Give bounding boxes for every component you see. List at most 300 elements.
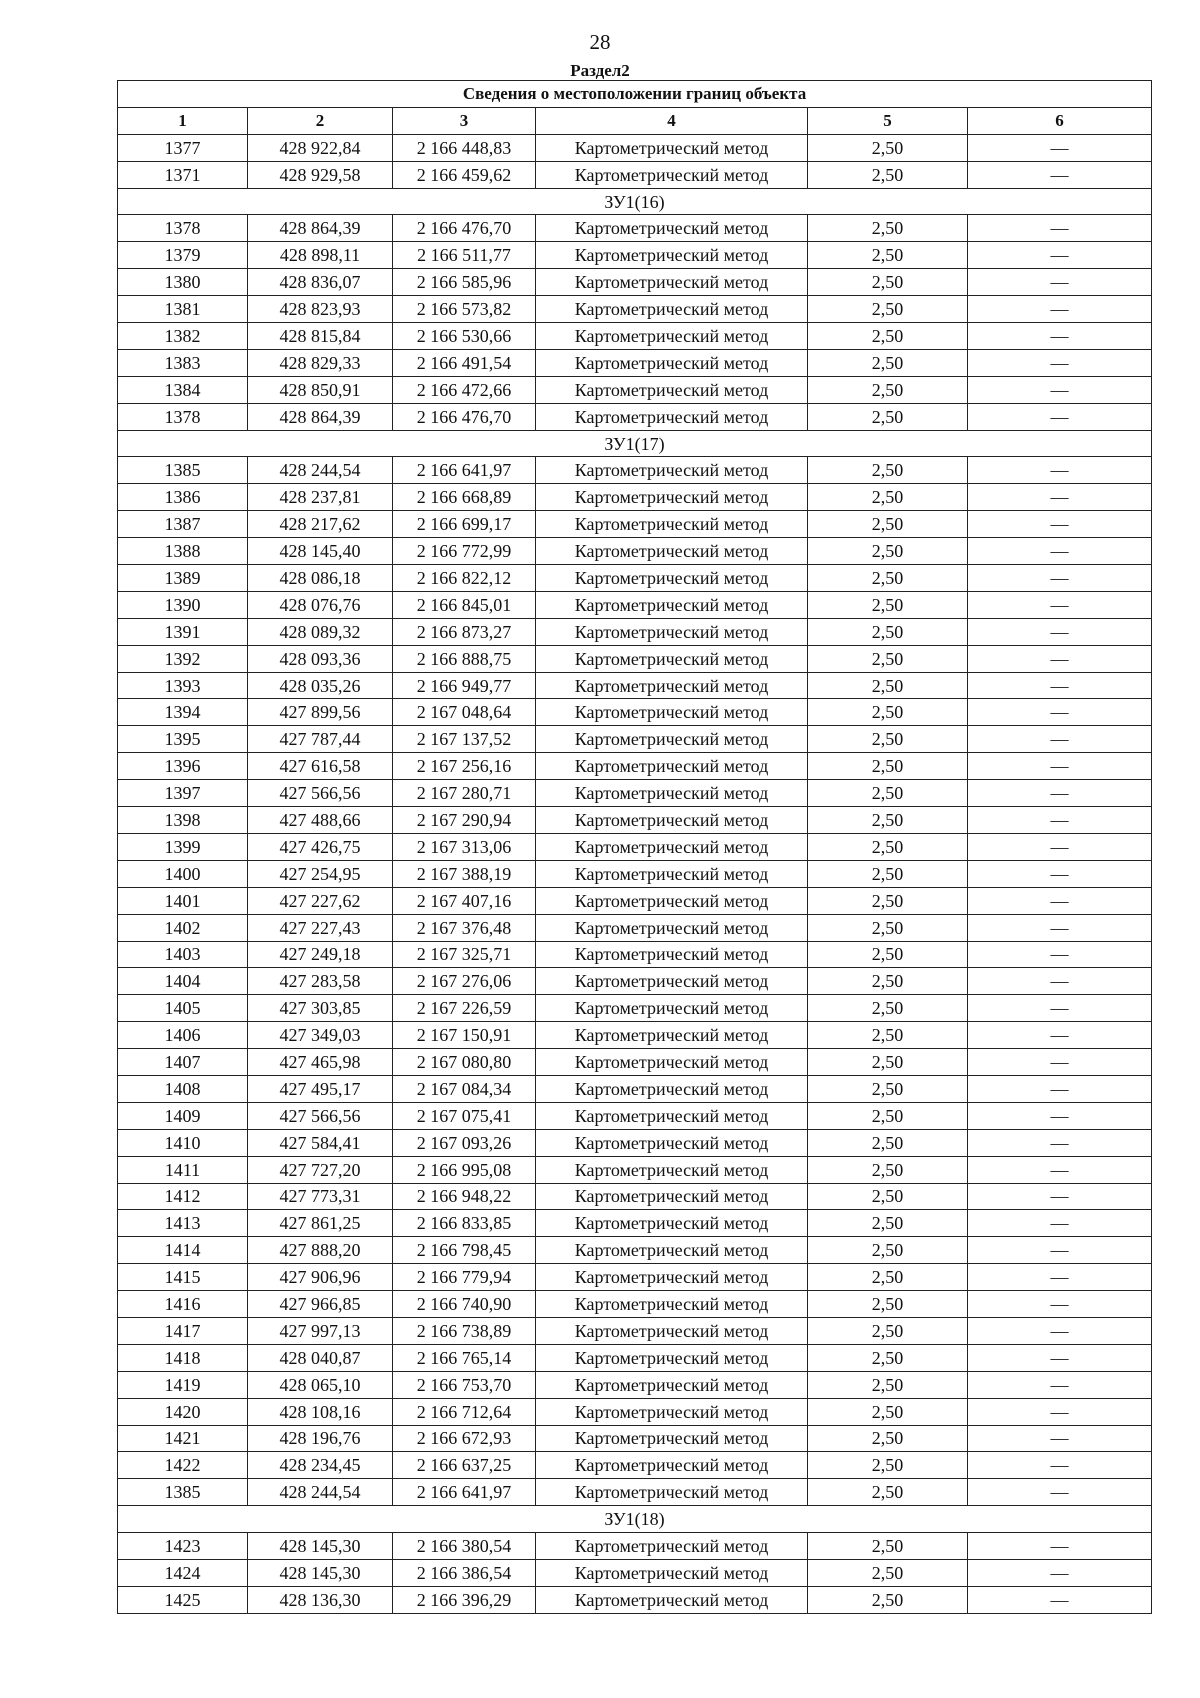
point-number-cell: 1381 [118, 296, 248, 323]
x-coordinate-cell: 428 089,32 [248, 618, 393, 645]
point-number-cell: 1386 [118, 484, 248, 511]
table-row [118, 1586, 1152, 1613]
description-cell: — [968, 860, 1152, 887]
group-label: ЗУ1(18) [118, 1506, 1152, 1533]
method-cell: Картометрический метод [536, 1022, 808, 1049]
y-coordinate-cell: 2 166 472,66 [393, 376, 536, 403]
description-cell: — [968, 215, 1152, 242]
table-row [118, 323, 1152, 350]
accuracy-cell: 2,50 [808, 269, 968, 296]
accuracy-cell: 2,50 [808, 1398, 968, 1425]
x-coordinate-cell: 427 566,56 [248, 1102, 393, 1129]
description-cell: — [968, 1317, 1152, 1344]
y-coordinate-cell: 2 166 765,14 [393, 1344, 536, 1371]
point-number-cell: 1413 [118, 1210, 248, 1237]
point-number-cell: 1391 [118, 618, 248, 645]
description-cell: — [968, 565, 1152, 592]
description-cell: — [968, 484, 1152, 511]
y-coordinate-cell: 2 166 637,25 [393, 1452, 536, 1479]
table-row [118, 941, 1152, 968]
table-row [118, 968, 1152, 995]
description-cell: — [968, 887, 1152, 914]
x-coordinate-cell: 428 234,45 [248, 1452, 393, 1479]
accuracy-cell: 2,50 [808, 618, 968, 645]
point-number-cell: 1419 [118, 1371, 248, 1398]
table-row [118, 161, 1152, 188]
description-cell: — [968, 1237, 1152, 1264]
method-cell: Картометрический метод [536, 565, 808, 592]
x-coordinate-cell: 428 040,87 [248, 1344, 393, 1371]
table-row [118, 1291, 1152, 1318]
point-number-cell: 1396 [118, 753, 248, 780]
accuracy-cell: 2,50 [808, 645, 968, 672]
method-cell: Картометрический метод [536, 1559, 808, 1586]
table-row [118, 349, 1152, 376]
description-cell: — [968, 1075, 1152, 1102]
x-coordinate-cell: 428 217,62 [248, 511, 393, 538]
point-number-cell: 1394 [118, 699, 248, 726]
accuracy-cell: 2,50 [808, 161, 968, 188]
description-cell: — [968, 242, 1152, 269]
table-row [118, 860, 1152, 887]
y-coordinate-cell: 2 166 476,70 [393, 403, 536, 430]
method-cell: Картометрический метод [536, 1049, 808, 1076]
point-number-cell: 1380 [118, 269, 248, 296]
accuracy-cell: 2,50 [808, 323, 968, 350]
x-coordinate-cell: 427 861,25 [248, 1210, 393, 1237]
table-row [118, 565, 1152, 592]
point-number-cell: 1412 [118, 1183, 248, 1210]
y-coordinate-cell: 2 166 530,66 [393, 323, 536, 350]
x-coordinate-cell: 427 888,20 [248, 1237, 393, 1264]
description-cell: — [968, 941, 1152, 968]
point-number-cell: 1425 [118, 1586, 248, 1613]
x-coordinate-cell: 427 566,56 [248, 780, 393, 807]
accuracy-cell: 2,50 [808, 860, 968, 887]
method-cell: Картометрический метод [536, 1102, 808, 1129]
y-coordinate-cell: 2 166 740,90 [393, 1291, 536, 1318]
y-coordinate-cell: 2 166 753,70 [393, 1371, 536, 1398]
x-coordinate-cell: 428 929,58 [248, 161, 393, 188]
method-cell: Картометрический метод [536, 968, 808, 995]
description-cell: — [968, 134, 1152, 161]
y-coordinate-cell: 2 167 075,41 [393, 1102, 536, 1129]
description-cell: — [968, 968, 1152, 995]
table-row [118, 269, 1152, 296]
point-number-cell: 1393 [118, 672, 248, 699]
method-cell: Картометрический метод [536, 1291, 808, 1318]
point-number-cell: 1406 [118, 1022, 248, 1049]
x-coordinate-cell: 428 136,30 [248, 1586, 393, 1613]
accuracy-cell: 2,50 [808, 1183, 968, 1210]
description-cell: — [968, 1344, 1152, 1371]
point-number-cell: 1400 [118, 860, 248, 887]
table-row [118, 1022, 1152, 1049]
point-number-cell: 1385 [118, 1479, 248, 1506]
method-cell: Картометрический метод [536, 1183, 808, 1210]
y-coordinate-cell: 2 166 822,12 [393, 565, 536, 592]
table-row [118, 645, 1152, 672]
description-cell: — [968, 1479, 1152, 1506]
method-cell: Картометрический метод [536, 349, 808, 376]
x-coordinate-cell: 428 244,54 [248, 1479, 393, 1506]
description-cell: — [968, 1049, 1152, 1076]
x-coordinate-cell: 427 227,43 [248, 914, 393, 941]
description-cell: — [968, 1210, 1152, 1237]
x-coordinate-cell: 428 898,11 [248, 242, 393, 269]
x-coordinate-cell: 427 899,56 [248, 699, 393, 726]
description-cell: — [968, 1183, 1152, 1210]
accuracy-cell: 2,50 [808, 968, 968, 995]
table-row [118, 1102, 1152, 1129]
y-coordinate-cell: 2 166 672,93 [393, 1425, 536, 1452]
y-coordinate-cell: 2 166 833,85 [393, 1210, 536, 1237]
x-coordinate-cell: 428 086,18 [248, 565, 393, 592]
accuracy-cell: 2,50 [808, 242, 968, 269]
table-row [118, 215, 1152, 242]
method-cell: Картометрический метод [536, 1075, 808, 1102]
point-number-cell: 1408 [118, 1075, 248, 1102]
y-coordinate-cell: 2 167 093,26 [393, 1129, 536, 1156]
table-row [118, 753, 1152, 780]
table-row [118, 376, 1152, 403]
method-cell: Картометрический метод [536, 296, 808, 323]
table-title: Сведения о местоположении границ объекта [118, 81, 1152, 108]
table-row [118, 1371, 1152, 1398]
table-row [118, 699, 1152, 726]
method-cell: Картометрический метод [536, 860, 808, 887]
point-number-cell: 1424 [118, 1559, 248, 1586]
table-row [118, 1075, 1152, 1102]
table-row [118, 1049, 1152, 1076]
accuracy-cell: 2,50 [808, 1533, 968, 1560]
description-cell: — [968, 995, 1152, 1022]
y-coordinate-cell: 2 166 448,83 [393, 134, 536, 161]
accuracy-cell: 2,50 [808, 1559, 968, 1586]
point-number-cell: 1423 [118, 1533, 248, 1560]
description-cell: — [968, 591, 1152, 618]
point-number-cell: 1377 [118, 134, 248, 161]
point-number-cell: 1404 [118, 968, 248, 995]
method-cell: Картометрический метод [536, 376, 808, 403]
method-cell: Картометрический метод [536, 618, 808, 645]
y-coordinate-cell: 2 167 256,16 [393, 753, 536, 780]
method-cell: Картометрический метод [536, 403, 808, 430]
accuracy-cell: 2,50 [808, 1156, 968, 1183]
x-coordinate-cell: 427 584,41 [248, 1129, 393, 1156]
accuracy-cell: 2,50 [808, 1425, 968, 1452]
accuracy-cell: 2,50 [808, 134, 968, 161]
table-row [118, 1183, 1152, 1210]
description-cell: — [968, 780, 1152, 807]
point-number-cell: 1378 [118, 215, 248, 242]
point-number-cell: 1388 [118, 538, 248, 565]
y-coordinate-cell: 2 167 150,91 [393, 1022, 536, 1049]
y-coordinate-cell: 2 167 226,59 [393, 995, 536, 1022]
x-coordinate-cell: 427 727,20 [248, 1156, 393, 1183]
description-cell: — [968, 1291, 1152, 1318]
x-coordinate-cell: 428 076,76 [248, 591, 393, 618]
table-row [118, 1210, 1152, 1237]
table-row [118, 538, 1152, 565]
accuracy-cell: 2,50 [808, 1586, 968, 1613]
accuracy-cell: 2,50 [808, 511, 968, 538]
method-cell: Картометрический метод [536, 780, 808, 807]
method-cell: Картометрический метод [536, 1317, 808, 1344]
method-cell: Картометрический метод [536, 1479, 808, 1506]
x-coordinate-cell: 427 997,13 [248, 1317, 393, 1344]
accuracy-cell: 2,50 [808, 1129, 968, 1156]
table-row [118, 1479, 1152, 1506]
point-number-cell: 1398 [118, 807, 248, 834]
accuracy-cell: 2,50 [808, 726, 968, 753]
accuracy-cell: 2,50 [808, 1237, 968, 1264]
group-label: ЗУ1(16) [118, 188, 1152, 215]
x-coordinate-cell: 428 145,30 [248, 1533, 393, 1560]
description-cell: — [968, 349, 1152, 376]
description-cell: — [968, 269, 1152, 296]
group-label: ЗУ1(17) [118, 430, 1152, 457]
accuracy-cell: 2,50 [808, 376, 968, 403]
point-number-cell: 1418 [118, 1344, 248, 1371]
y-coordinate-cell: 2 166 668,89 [393, 484, 536, 511]
method-cell: Картометрический метод [536, 1586, 808, 1613]
accuracy-cell: 2,50 [808, 1291, 968, 1318]
accuracy-cell: 2,50 [808, 1210, 968, 1237]
accuracy-cell: 2,50 [808, 403, 968, 430]
method-cell: Картометрический метод [536, 699, 808, 726]
method-cell: Картометрический метод [536, 833, 808, 860]
method-cell: Картометрический метод [536, 1371, 808, 1398]
point-number-cell: 1383 [118, 349, 248, 376]
description-cell: — [968, 726, 1152, 753]
description-cell: — [968, 1129, 1152, 1156]
section-heading: Раздел2 [570, 61, 630, 80]
accuracy-cell: 2,50 [808, 1452, 968, 1479]
point-number-cell: 1384 [118, 376, 248, 403]
table-row [118, 672, 1152, 699]
y-coordinate-cell: 2 166 641,97 [393, 1479, 536, 1506]
x-coordinate-cell: 428 836,07 [248, 269, 393, 296]
boundary-coordinates-table [117, 80, 1152, 1614]
table-row [118, 1264, 1152, 1291]
description-cell: — [968, 323, 1152, 350]
point-number-cell: 1402 [118, 914, 248, 941]
table-row [118, 914, 1152, 941]
x-coordinate-cell: 428 244,54 [248, 457, 393, 484]
method-cell: Картометрический метод [536, 538, 808, 565]
y-coordinate-cell: 2 167 280,71 [393, 780, 536, 807]
accuracy-cell: 2,50 [808, 1102, 968, 1129]
method-cell: Картометрический метод [536, 457, 808, 484]
description-cell: — [968, 1156, 1152, 1183]
x-coordinate-cell: 428 145,40 [248, 538, 393, 565]
method-cell: Картометрический метод [536, 1425, 808, 1452]
y-coordinate-cell: 2 166 948,22 [393, 1183, 536, 1210]
description-cell: — [968, 1371, 1152, 1398]
description-cell: — [968, 1102, 1152, 1129]
x-coordinate-cell: 427 426,75 [248, 833, 393, 860]
description-cell: — [968, 457, 1152, 484]
table-row [118, 995, 1152, 1022]
accuracy-cell: 2,50 [808, 699, 968, 726]
method-cell: Картометрический метод [536, 753, 808, 780]
method-cell: Картометрический метод [536, 887, 808, 914]
x-coordinate-cell: 428 829,33 [248, 349, 393, 376]
method-cell: Картометрический метод [536, 134, 808, 161]
point-number-cell: 1403 [118, 941, 248, 968]
y-coordinate-cell: 2 167 290,94 [393, 807, 536, 834]
table-row [118, 134, 1152, 161]
point-number-cell: 1409 [118, 1102, 248, 1129]
method-cell: Картометрический метод [536, 591, 808, 618]
x-coordinate-cell: 428 145,30 [248, 1559, 393, 1586]
description-cell: — [968, 511, 1152, 538]
x-coordinate-cell: 427 616,58 [248, 753, 393, 780]
y-coordinate-cell: 2 166 380,54 [393, 1533, 536, 1560]
point-number-cell: 1395 [118, 726, 248, 753]
y-coordinate-cell: 2 167 080,80 [393, 1049, 536, 1076]
accuracy-cell: 2,50 [808, 484, 968, 511]
x-coordinate-cell: 427 349,03 [248, 1022, 393, 1049]
table-row [118, 726, 1152, 753]
accuracy-cell: 2,50 [808, 296, 968, 323]
table-row [118, 618, 1152, 645]
y-coordinate-cell: 2 166 779,94 [393, 1264, 536, 1291]
accuracy-cell: 2,50 [808, 457, 968, 484]
x-coordinate-cell: 428 864,39 [248, 403, 393, 430]
point-number-cell: 1397 [118, 780, 248, 807]
method-cell: Картометрический метод [536, 1398, 808, 1425]
table-row [118, 1317, 1152, 1344]
y-coordinate-cell: 2 167 388,19 [393, 860, 536, 887]
method-cell: Картометрический метод [536, 645, 808, 672]
point-number-cell: 1414 [118, 1237, 248, 1264]
table-row [118, 591, 1152, 618]
x-coordinate-cell: 428 196,76 [248, 1425, 393, 1452]
accuracy-cell: 2,50 [808, 941, 968, 968]
point-number-cell: 1411 [118, 1156, 248, 1183]
point-number-cell: 1416 [118, 1291, 248, 1318]
point-number-cell: 1405 [118, 995, 248, 1022]
y-coordinate-cell: 2 166 573,82 [393, 296, 536, 323]
description-cell: — [968, 1533, 1152, 1560]
accuracy-cell: 2,50 [808, 591, 968, 618]
description-cell: — [968, 1559, 1152, 1586]
method-cell: Картометрический метод [536, 215, 808, 242]
x-coordinate-cell: 428 922,84 [248, 134, 393, 161]
y-coordinate-cell: 2 166 699,17 [393, 511, 536, 538]
y-coordinate-cell: 2 167 084,34 [393, 1075, 536, 1102]
y-coordinate-cell: 2 166 459,62 [393, 161, 536, 188]
method-cell: Картометрический метод [536, 323, 808, 350]
method-cell: Картометрический метод [536, 807, 808, 834]
method-cell: Картометрический метод [536, 484, 808, 511]
y-coordinate-cell: 2 167 048,64 [393, 699, 536, 726]
description-cell: — [968, 753, 1152, 780]
x-coordinate-cell: 428 815,84 [248, 323, 393, 350]
column-header: 2 [248, 107, 393, 134]
description-cell: — [968, 376, 1152, 403]
point-number-cell: 1371 [118, 161, 248, 188]
method-cell: Картометрический метод [536, 242, 808, 269]
y-coordinate-cell: 2 166 995,08 [393, 1156, 536, 1183]
point-number-cell: 1378 [118, 403, 248, 430]
y-coordinate-cell: 2 167 407,16 [393, 887, 536, 914]
point-number-cell: 1399 [118, 833, 248, 860]
point-number-cell: 1382 [118, 323, 248, 350]
y-coordinate-cell: 2 166 888,75 [393, 645, 536, 672]
method-cell: Картометрический метод [536, 672, 808, 699]
method-cell: Картометрический метод [536, 1344, 808, 1371]
x-coordinate-cell: 428 237,81 [248, 484, 393, 511]
accuracy-cell: 2,50 [808, 538, 968, 565]
column-header-row [118, 107, 1152, 134]
accuracy-cell: 2,50 [808, 1264, 968, 1291]
accuracy-cell: 2,50 [808, 887, 968, 914]
y-coordinate-cell: 2 166 476,70 [393, 215, 536, 242]
description-cell: — [968, 807, 1152, 834]
y-coordinate-cell: 2 167 376,48 [393, 914, 536, 941]
point-number-cell: 1422 [118, 1452, 248, 1479]
table-row [118, 1533, 1152, 1560]
table-row [118, 1425, 1152, 1452]
table-row [118, 1344, 1152, 1371]
x-coordinate-cell: 427 283,58 [248, 968, 393, 995]
description-cell: — [968, 645, 1152, 672]
y-coordinate-cell: 2 166 738,89 [393, 1317, 536, 1344]
accuracy-cell: 2,50 [808, 753, 968, 780]
x-coordinate-cell: 427 488,66 [248, 807, 393, 834]
table-row [118, 242, 1152, 269]
y-coordinate-cell: 2 166 386,54 [393, 1559, 536, 1586]
point-number-cell: 1392 [118, 645, 248, 672]
table-row [118, 457, 1152, 484]
column-header: 5 [808, 107, 968, 134]
description-cell: — [968, 538, 1152, 565]
accuracy-cell: 2,50 [808, 780, 968, 807]
y-coordinate-cell: 2 166 772,99 [393, 538, 536, 565]
x-coordinate-cell: 427 465,98 [248, 1049, 393, 1076]
point-number-cell: 1387 [118, 511, 248, 538]
description-cell: — [968, 1425, 1152, 1452]
method-cell: Картометрический метод [536, 1129, 808, 1156]
table-row [118, 833, 1152, 860]
method-cell: Картометрический метод [536, 511, 808, 538]
accuracy-cell: 2,50 [808, 1479, 968, 1506]
page-number: 28 [589, 30, 611, 54]
table-row [118, 296, 1152, 323]
method-cell: Картометрический метод [536, 1156, 808, 1183]
group-row [118, 430, 1152, 457]
x-coordinate-cell: 427 254,95 [248, 860, 393, 887]
x-coordinate-cell: 428 065,10 [248, 1371, 393, 1398]
column-header: 4 [536, 107, 808, 134]
column-header: 3 [393, 107, 536, 134]
x-coordinate-cell: 427 906,96 [248, 1264, 393, 1291]
description-cell: — [968, 914, 1152, 941]
table-row [118, 403, 1152, 430]
x-coordinate-cell: 428 823,93 [248, 296, 393, 323]
table-row [118, 1237, 1152, 1264]
point-number-cell: 1417 [118, 1317, 248, 1344]
method-cell: Картометрический метод [536, 1237, 808, 1264]
x-coordinate-cell: 427 227,62 [248, 887, 393, 914]
point-number-cell: 1421 [118, 1425, 248, 1452]
description-cell: — [968, 699, 1152, 726]
accuracy-cell: 2,50 [808, 565, 968, 592]
description-cell: — [968, 161, 1152, 188]
